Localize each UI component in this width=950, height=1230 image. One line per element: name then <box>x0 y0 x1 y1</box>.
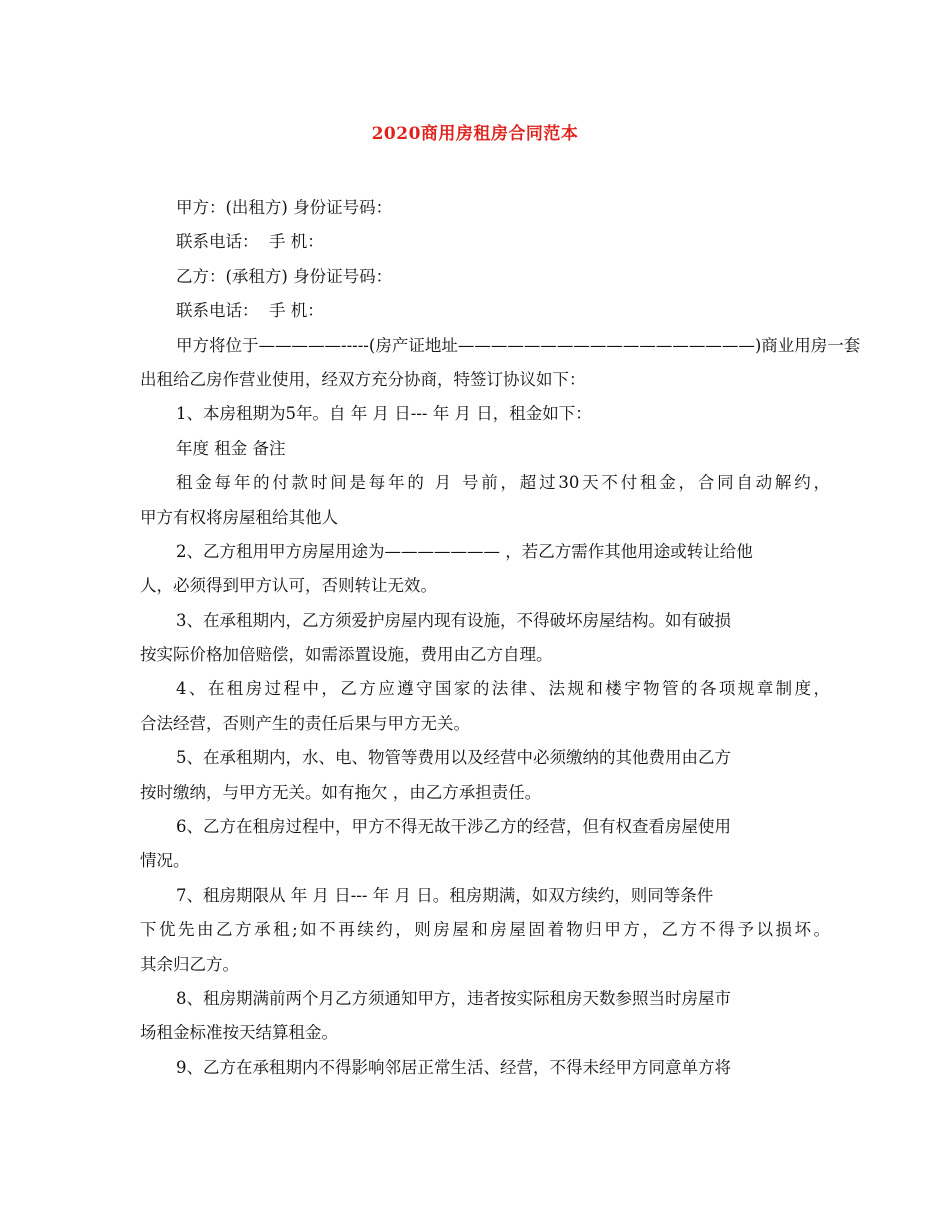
paragraph-line: 出租给乙房作营业使用，经双方充分协商，特签订协议如下： <box>140 369 586 389</box>
clause-4-line: 4、在租房过程中，乙方应遵守国家的法律、法规和楼宇物管的各项规章制度， <box>176 679 830 699</box>
clause-2-line: 2、乙方租用甲方房屋用途为——————— ，若乙方需作其他用途或转让给他 <box>176 541 753 561</box>
paragraph-line: 甲方有权将房屋租给其他人 <box>140 507 338 527</box>
document-title: 2020商用房租房合同范本 <box>371 124 579 144</box>
paragraph-line: 甲方将位于—————-----(房产证地址——————————————————)商业用房一套 <box>176 335 861 355</box>
paragraph-line: 其余归乙方。 <box>140 954 239 974</box>
paragraph-line: 按实际价格加倍赔偿，如需添置设施，费用由乙方自理。 <box>140 645 553 665</box>
clause-7-line: 7、租房期限从 年 月 日--- 年 月 日。租房期满，如双方续约，则同等条件 <box>176 885 714 905</box>
clause-8-line: 8、租房期满前两个月乙方须通知甲方，违者按实际租房天数参照当时房屋市 <box>176 988 731 1008</box>
clause-5-line: 5、在承租期内，水、电、物管等费用以及经营中必须缴纳的其他费用由乙方 <box>176 748 731 768</box>
paragraph-line: 租金每年的付款时间是每年的 月 号前，超过30天不付租金，合同自动解约， <box>176 473 830 493</box>
paragraph-line: 下优先由乙方承租;如不再续约，则房屋和房屋固着物归甲方，乙方不得予以损坏。 <box>140 920 830 940</box>
document-body <box>140 191 861 1085</box>
party-b-contact-line: 联系电话： 手 机： <box>176 301 324 321</box>
paragraph-line: 场租金标准按天结算租金。 <box>140 1023 338 1043</box>
clause-9-line: 9、乙方在承租期内不得影响邻居正常生活、经营，不得未经甲方同意单方将 <box>176 1057 731 1077</box>
clause-1-line: 1、本房租期为5年。自 年 月 日--- 年 月 日，租金如下： <box>176 404 592 424</box>
paragraph-line: 合法经营，否则产生的责任后果与甲方无关。 <box>140 713 470 733</box>
paragraph-line: 按时缴纳，与甲方无关。如有拖欠 ，由乙方承担责任。 <box>140 782 542 802</box>
clause-6-line: 6、乙方在租房过程中，甲方不得无故干涉乙方的经营，但有权查看房屋使用 <box>176 817 731 837</box>
rent-table-header: 年度 租金 备注 <box>176 438 286 458</box>
party-b-line: 乙方：(承租方) 身份证号码： <box>176 266 393 286</box>
paragraph-line: 人，必须得到甲方认可，否则转让无效。 <box>140 576 437 596</box>
clause-3-line: 3、在承租期内，乙方须爱护房屋内现有设施，不得破坏房屋结构。如有破损 <box>176 610 731 630</box>
party-a-contact-line: 联系电话： 手 机： <box>176 232 324 252</box>
party-a-line: 甲方：(出租方) 身份证号码： <box>176 198 393 217</box>
paragraph-line: 情况。 <box>140 851 190 871</box>
